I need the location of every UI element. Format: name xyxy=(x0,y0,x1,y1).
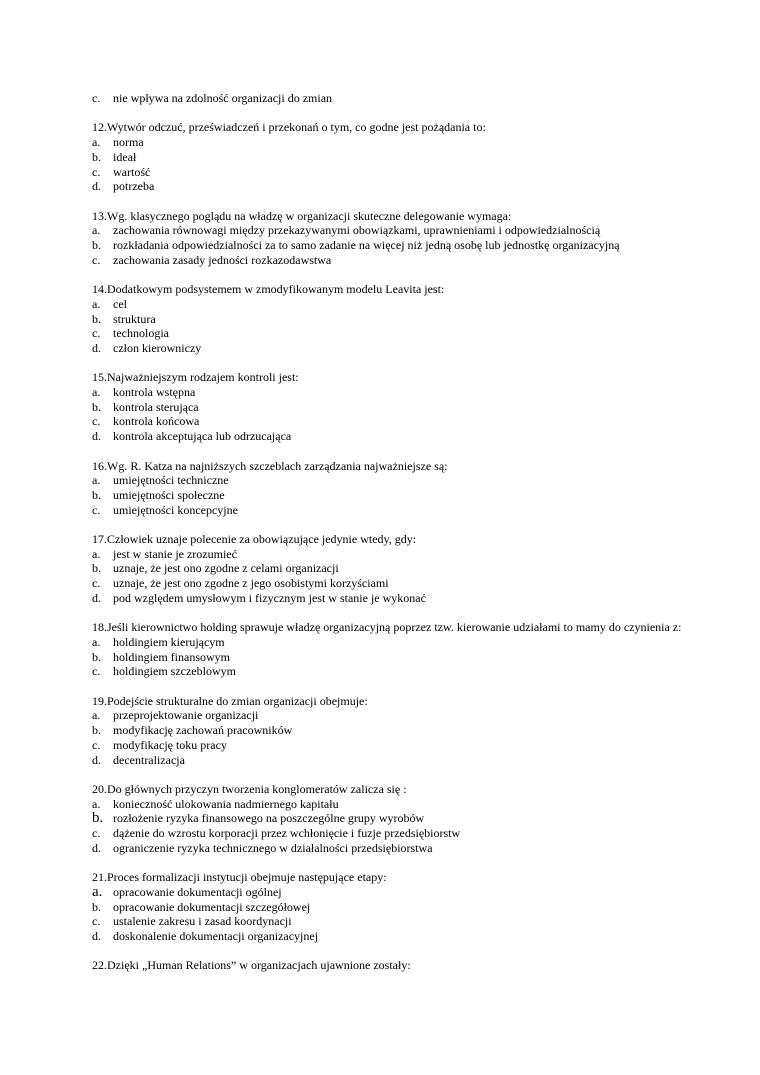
question-number: 18. xyxy=(92,620,107,635)
answer-option xyxy=(92,341,692,356)
option-letter: c. xyxy=(92,914,101,929)
option-letter: a. xyxy=(92,135,101,150)
question-block xyxy=(92,782,692,856)
option-text: kontrola wstępna xyxy=(113,385,196,399)
answer-option xyxy=(92,591,692,606)
option-letter: b. xyxy=(92,899,101,914)
option-letter: b. xyxy=(92,561,101,576)
question-text xyxy=(92,209,692,224)
question-block xyxy=(92,870,692,944)
option-text: zachowania zasady jedności rozkazodawstwa xyxy=(113,252,332,267)
option-letter: c. xyxy=(92,737,101,752)
option-letter: c. xyxy=(92,576,101,591)
option-text: ograniczenie ryzyka technicznego w działalności przedsiębiorstwa xyxy=(113,840,433,855)
option-text: norma xyxy=(113,135,144,150)
option-text: opracowanie dokumentacji ogólnej xyxy=(113,884,282,899)
option-letter: d. xyxy=(92,840,101,855)
option-text: rozłożenie ryzyka finansowego na poszczególne grupy wyrobów xyxy=(113,811,425,826)
option-text: konieczność ulokowania nadmiernego kapitału xyxy=(113,796,339,811)
option-letter: d. xyxy=(92,928,101,943)
option-letter: c. xyxy=(92,826,101,841)
question-number: 19. xyxy=(92,693,107,708)
answer-option xyxy=(92,385,692,400)
answer-option xyxy=(92,797,692,812)
option-text: kontrola sterująca xyxy=(113,399,199,414)
question-block xyxy=(92,958,692,973)
answer-option xyxy=(92,488,692,503)
option-text: doskonalenie dokumentacji organizacyjnej xyxy=(113,928,319,943)
option-text: umiejętności koncepcyjne xyxy=(113,502,238,517)
option-letter: a. xyxy=(92,883,103,900)
question-label: Dodatkowym podsystemem w zmodyfikowanym modelu Leavita jest: xyxy=(107,282,445,297)
option-letter: c. xyxy=(92,502,101,517)
answer-option xyxy=(92,135,692,150)
answer-option xyxy=(92,414,692,429)
option-text: zachowania równowagi między przekazywanymi obowiązkami, uprawnieniami i odpowiedzialnością xyxy=(113,223,601,238)
question-block xyxy=(92,370,692,444)
option-letter: c. xyxy=(92,326,101,341)
option-letter: a. xyxy=(92,296,101,311)
document-page xyxy=(92,91,692,988)
option-letter: d. xyxy=(92,429,101,444)
answer-option xyxy=(92,400,692,415)
question-label: Wytwór odczuć, przeświadczeń i przekonań o tym, co godne jest pożądania to: xyxy=(107,120,486,135)
option-letter: c. xyxy=(92,164,101,179)
option-letter: d. xyxy=(92,179,101,194)
option-letter: a. xyxy=(92,634,101,649)
option-text: jest w stanie je zrozumieć xyxy=(113,546,237,561)
answer-option xyxy=(92,253,692,268)
answer-option xyxy=(92,708,692,723)
option-text: uznaje, że jest ono zgodne z celami organizacji xyxy=(113,561,339,576)
option-text: technologia xyxy=(113,326,169,341)
option-letter: c. xyxy=(92,664,101,679)
answer-option xyxy=(92,503,692,518)
question-text xyxy=(92,870,692,885)
answer-option xyxy=(92,223,692,238)
option-text: uznaje, że jest ono zgodne z jego osobistymi korzyściami xyxy=(113,576,389,591)
question-block xyxy=(92,459,692,518)
question-label: Do głównych przyczyn tworzenia konglomeratów zalicza się : xyxy=(107,781,407,796)
option-text: ustalenie zakresu i zasad koordynacji xyxy=(113,914,292,929)
question-text xyxy=(92,782,692,797)
option-text: kontrola akceptująca lub odrzucająca xyxy=(113,429,292,444)
question-label: Człowiek uznaje polecenie za obowiązujące jedynie wtedy, gdy: xyxy=(107,532,417,546)
option-text: holdingiem kierującym xyxy=(113,634,225,649)
option-text: ideał xyxy=(113,149,137,164)
option-text: holdingiem finansowym xyxy=(113,649,230,664)
answer-option xyxy=(92,312,692,327)
question-text xyxy=(92,459,692,474)
option-letter: a. xyxy=(92,385,101,399)
answer-option xyxy=(92,738,692,753)
answer-option xyxy=(92,929,692,944)
question-number: 12. xyxy=(92,120,107,135)
option-letter: b. xyxy=(92,149,101,164)
option-text: wartość xyxy=(113,164,151,179)
answer-option xyxy=(92,429,692,444)
question-number: 13. xyxy=(92,208,107,223)
answer-option xyxy=(92,547,692,562)
option-text: opracowanie dokumentacji szczegółowej xyxy=(113,899,311,914)
option-text: rozkładania odpowiedzialności za to samo zadanie na więcej niż jedną osobę lub jednostkę organizacyjną xyxy=(113,238,620,252)
question-label: Jeśli kierownictwo holding sprawuje władzę organizacyjną poprzez tzw. kierowanie udziałami to mamy do czynienia z: xyxy=(107,620,682,635)
question-text xyxy=(92,694,692,709)
question-text xyxy=(92,532,692,547)
answer-option xyxy=(92,635,692,650)
option-text: decentralizacja xyxy=(113,752,185,767)
option-letter: b. xyxy=(92,649,101,664)
answer-option xyxy=(92,723,692,738)
option-text: potrzeba xyxy=(113,179,155,194)
option-letter: a. xyxy=(92,546,101,561)
answer-option xyxy=(92,826,692,841)
answer-option xyxy=(92,914,692,929)
option-letter: d. xyxy=(92,590,101,605)
question-label: Wg. klasycznego poglądu na władzę w organizacji skuteczne delegowanie wymaga: xyxy=(107,208,512,223)
question-number: 15. xyxy=(92,370,107,385)
answer-option xyxy=(92,900,692,915)
question-label: Dzięki „Human Relations” w organizacjach ujawnione zostały: xyxy=(107,958,411,973)
option-letter: b. xyxy=(92,723,101,738)
option-letter: c. xyxy=(92,252,101,267)
question-number: 22. xyxy=(92,958,107,973)
option-letter: b. xyxy=(92,399,101,414)
option-text: modyfikację zachowań pracowników xyxy=(113,723,293,738)
question-block xyxy=(92,120,692,194)
option-text: umiejętności społeczne xyxy=(113,487,225,502)
question-number: 20. xyxy=(92,781,107,796)
question-label: Proces formalizacji instytucji obejmuje następujące etapy: xyxy=(107,870,387,885)
answer-option xyxy=(92,297,692,312)
question-number: 16. xyxy=(92,458,107,473)
option-letter: a. xyxy=(92,223,101,238)
question-number: 21. xyxy=(92,870,107,885)
answer-option xyxy=(92,326,692,341)
option-text: cel xyxy=(113,296,127,311)
option-letter: b. xyxy=(92,810,104,827)
question-label: Wg. R. Katza na najniższych szczeblach zarządzania najważniejsze są: xyxy=(107,458,448,473)
answer-option xyxy=(92,753,692,768)
question-text xyxy=(92,958,692,973)
answer-option xyxy=(92,664,692,679)
option-letter: b. xyxy=(92,487,101,502)
option-text: umiejętności techniczne xyxy=(113,473,229,488)
question-number: 14. xyxy=(92,282,107,297)
option-letter: c. xyxy=(92,414,101,429)
answer-option xyxy=(92,473,692,488)
answer-option xyxy=(92,561,692,576)
answer-option xyxy=(92,150,692,165)
question-label: Podejście strukturalne do zmian organizacji obejmuje: xyxy=(107,693,368,708)
question-text xyxy=(92,370,692,385)
question-block xyxy=(92,282,692,356)
answer-option xyxy=(92,179,692,194)
question-number: 17. xyxy=(92,532,107,546)
option-text: nie wpływa na zdolność organizacji do zmian xyxy=(113,91,333,105)
question-text xyxy=(92,282,692,297)
question-text xyxy=(92,620,692,635)
option-text: pod względem umysłowym i fizycznym jest w stanie je wykonać xyxy=(113,590,426,605)
answer-option xyxy=(92,811,692,826)
option-text: człon kierowniczy xyxy=(113,340,202,355)
question-text xyxy=(92,120,692,135)
question-block xyxy=(92,694,692,768)
answer-option xyxy=(92,238,692,253)
answer-option xyxy=(92,885,692,900)
answer-option xyxy=(92,841,692,856)
option-letter: a. xyxy=(92,796,101,811)
option-text: kontrola końcowa xyxy=(113,414,200,429)
answer-option xyxy=(92,650,692,665)
option-letter: d. xyxy=(92,340,101,355)
option-text: holdingiem szczeblowym xyxy=(113,664,236,679)
option-letter: b. xyxy=(92,238,101,252)
option-text: struktura xyxy=(113,311,156,326)
answer-option xyxy=(92,165,692,180)
answer-option xyxy=(92,91,692,106)
option-letter: d. xyxy=(92,752,101,767)
question-block xyxy=(92,532,692,606)
answer-option xyxy=(92,576,692,591)
option-text: modyfikację toku pracy xyxy=(113,737,227,752)
question-block xyxy=(92,91,692,106)
option-text: dążenie do wzrostu korporacji przez wchłonięcie i fuzje przedsiębiorstw xyxy=(113,826,461,841)
option-letter: a. xyxy=(92,708,101,723)
question-label: Najważniejszym rodzajem kontroli jest: xyxy=(107,370,299,385)
option-letter: a. xyxy=(92,473,101,488)
option-text: przeprojektowanie organizacji xyxy=(113,708,259,723)
option-letter: b. xyxy=(92,311,101,326)
question-block xyxy=(92,620,692,679)
question-block xyxy=(92,209,692,268)
option-letter: c. xyxy=(92,91,101,105)
